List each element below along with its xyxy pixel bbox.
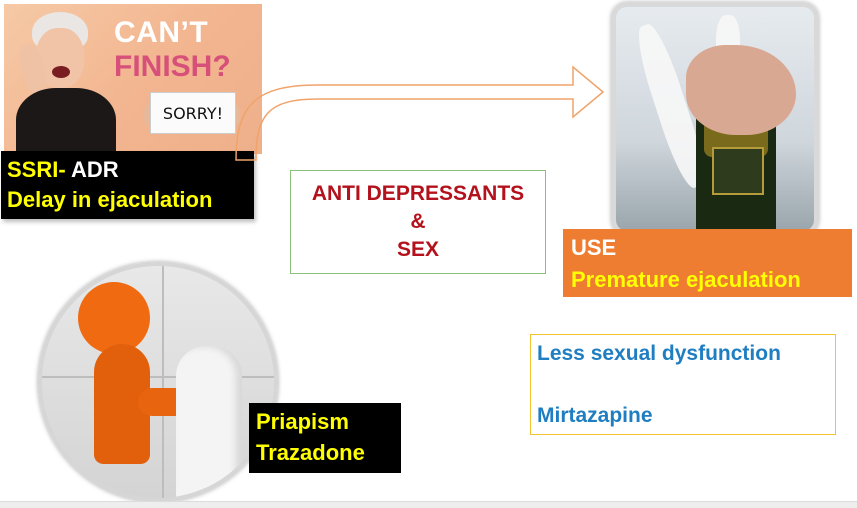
tile-grout: [162, 266, 164, 502]
towel: [176, 346, 242, 502]
tile-grout: [42, 376, 278, 378]
ssri-suffix: ADR: [65, 157, 119, 182]
ssri-title: [7, 157, 119, 183]
photo-headline-finish: FINISH?: [114, 50, 231, 83]
champagne-photo: [611, 2, 819, 236]
ssri-effect: Delay in ejaculation: [7, 187, 213, 212]
curved-arrow: [228, 55, 608, 175]
ssri-adr-label: [1, 151, 254, 219]
title-line-sex: SEX: [396, 238, 440, 261]
use-indication: Premature ejaculation: [571, 267, 801, 292]
ssri-prefix: SSRI-: [7, 157, 66, 182]
priapism-text: Priapism: [256, 409, 349, 434]
dysfunction-box: [530, 334, 836, 435]
woman-mouth: [52, 66, 70, 78]
title-line-antidepressants: ANTI DEPRESSANTS: [311, 182, 525, 205]
priapism-photo: [38, 262, 278, 502]
trazadone-text: Trazadone: [256, 440, 365, 465]
cant-finish-photo: [4, 4, 262, 154]
orange-figure-head: [78, 282, 150, 354]
use-label: [563, 229, 852, 297]
photo-headline-cant: CAN’T: [114, 16, 209, 49]
center-title-box: [290, 170, 546, 274]
use-title: USE: [571, 235, 617, 260]
curved-arrow-outline: [236, 67, 603, 160]
priapism-label: [249, 403, 401, 473]
bottle-label: [712, 147, 764, 195]
woman-body: [16, 88, 116, 154]
sorry-sign: SORRY!: [150, 92, 236, 134]
dysfunction-text: Less sexual dysfunction: [537, 342, 781, 365]
title-line-ampersand: &: [410, 210, 426, 233]
mirtazapine-text: Mirtazapine: [537, 404, 653, 427]
hand: [686, 45, 796, 135]
